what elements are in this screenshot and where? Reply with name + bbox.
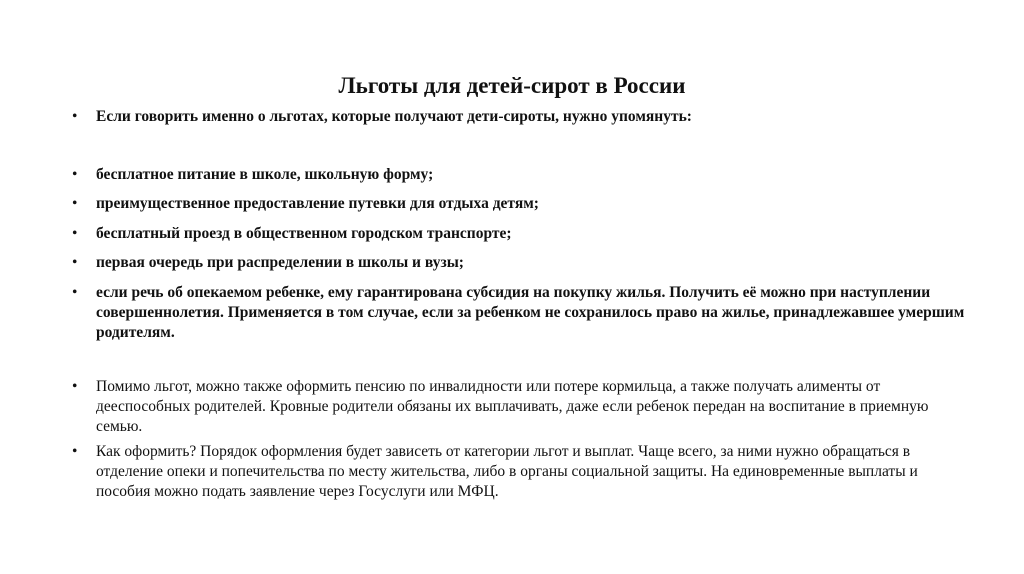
list-item-food (72, 165, 966, 185)
bullet: • (72, 443, 78, 460)
list-item-text: если речь об опекаемом ребенке, ему гарантирована субсидия на покупку жилья. Получить её можно при наступлении совершеннолетия. Применяется в том случае, если за ребенком не сохранилось право на жилье, принадлежавшее умершим родителям. (96, 284, 965, 341)
list-item-vouchers (72, 194, 966, 214)
bullet: • (72, 284, 78, 301)
list-item-text: бесплатный проезд в общественном городском транспорте; (96, 225, 512, 242)
list-item-education (72, 253, 966, 273)
bullet: • (72, 378, 78, 395)
list-item-text: преимущественное предоставление путевки для отдыха детям; (96, 195, 539, 212)
bullet: • (72, 195, 78, 212)
list-item-pension (72, 377, 966, 437)
list-item-text: Как оформить? Порядок оформления будет зависеть от категории льгот и выплат. Чаще всего, за ними нужно обращаться в отделение опеки и попечительства по месту жительства, либо в органы социальной защиты. На единовременные выплаты и пособия можно подать заявление через Госуслуги или МФЦ. (96, 443, 918, 500)
list-item-housing (72, 283, 966, 343)
list-item-how-to-apply (72, 442, 966, 502)
bullet: • (72, 225, 78, 242)
list-item-text: Если говорить именно о льготах, которые получают дети-сироты, нужно упомянуть: (96, 108, 692, 125)
list-item-text: бесплатное питание в школе, школьную форму; (96, 166, 434, 183)
list-item-intro (72, 107, 966, 127)
list-item-text: Помимо льгот, можно также оформить пенсию по инвалидности или потере кормильца, а также получать алименты от дееспособных родителей. Кровные родители обязаны их выплачивать, даже если ребенок передан на воспитание в приемную семью. (96, 378, 929, 435)
bullet: • (72, 166, 78, 183)
list-item-transport (72, 224, 966, 244)
bullet: • (72, 254, 78, 271)
bullet: • (72, 108, 78, 125)
slide-title: Льготы для детей-сирот в России (338, 73, 686, 98)
list-item-text: первая очередь при распределении в школы и вузы; (96, 254, 464, 271)
